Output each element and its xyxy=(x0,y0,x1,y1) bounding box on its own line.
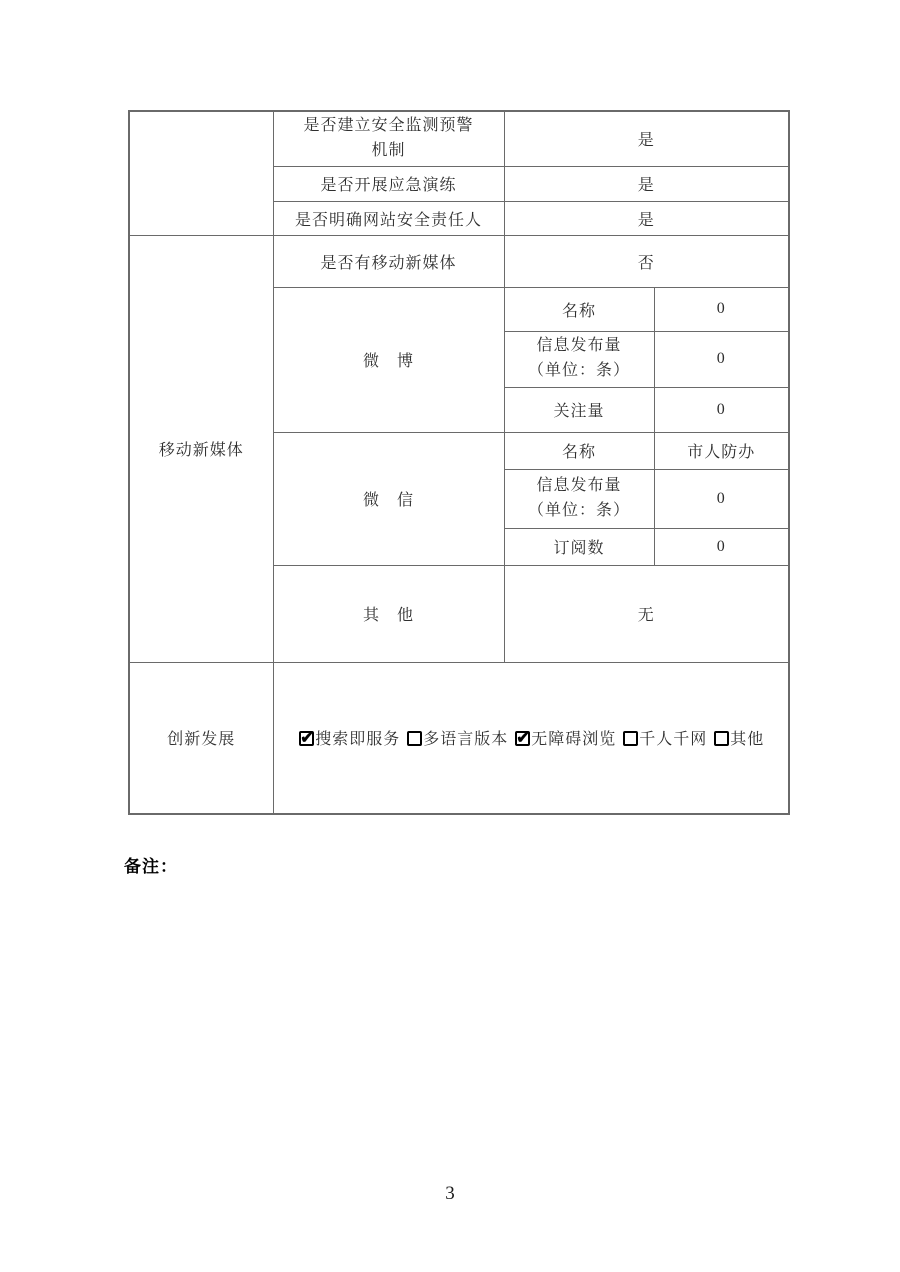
table-row xyxy=(129,235,789,287)
label-line: 信息发布量 xyxy=(536,476,622,494)
security-row-value: 是 xyxy=(504,111,789,166)
security-row-value: 是 xyxy=(504,166,789,201)
label-line: 是否建立安全监测预警 xyxy=(303,117,474,134)
innovation-option-label: 无障碍浏览 xyxy=(531,731,617,749)
has-mobile-label: 是否有移动新媒体 xyxy=(273,235,504,287)
wechat-section-label: 微 信 xyxy=(273,432,504,565)
table-row xyxy=(129,662,789,814)
innovation-option xyxy=(621,731,712,748)
innovation-option-label: 搜索即服务 xyxy=(315,731,401,749)
innovation-option xyxy=(405,731,513,748)
weibo-section-label: 微 博 xyxy=(273,287,504,432)
security-row-label: 是否明确网站安全责任人 xyxy=(273,201,504,235)
innovation-option xyxy=(712,731,764,748)
innovation-options-cell xyxy=(273,662,789,814)
weibo-row-label: 名称 xyxy=(504,287,654,331)
weibo-row-value: 0 xyxy=(654,387,789,432)
wechat-row-label: 名称 xyxy=(504,432,654,469)
remarks-label: 备注： xyxy=(124,857,178,876)
weibo-row-label xyxy=(504,331,654,387)
other-media-label: 其 他 xyxy=(273,565,504,662)
wechat-row-value: 0 xyxy=(654,469,789,528)
innovation-option-label: 其他 xyxy=(730,731,765,749)
checkbox-icon[interactable] xyxy=(714,731,729,746)
innovation-option-label: 千人千网 xyxy=(639,731,708,749)
innovation-option-label: 多语言版本 xyxy=(423,731,509,749)
section-cell-mobile-media: 移动新媒体 xyxy=(129,235,273,662)
section-cell-innovation: 创新发展 xyxy=(129,662,273,814)
wechat-row-value: 0 xyxy=(654,528,789,565)
weibo-row-label: 关注量 xyxy=(504,387,654,432)
checkbox-icon[interactable] xyxy=(623,731,638,746)
label-line: （单位：条） xyxy=(527,501,630,519)
annual-report-table xyxy=(128,110,790,815)
checkbox-icon[interactable] xyxy=(299,731,314,746)
label-line: 机制 xyxy=(371,141,406,159)
table-row xyxy=(129,111,789,166)
security-row-label: 是否开展应急演练 xyxy=(273,166,504,201)
checkbox-icon[interactable] xyxy=(407,731,422,746)
innovation-option xyxy=(297,731,405,748)
weibo-row-value: 0 xyxy=(654,331,789,387)
security-row-label xyxy=(273,111,504,166)
section-cell-empty xyxy=(129,111,273,235)
weibo-row-value: 0 xyxy=(654,287,789,331)
wechat-row-value: 市人防办 xyxy=(654,432,789,469)
wechat-row-label xyxy=(504,469,654,528)
other-media-value: 无 xyxy=(504,565,789,662)
security-row-value: 是 xyxy=(504,201,789,235)
checkbox-icon[interactable] xyxy=(515,731,530,746)
innovation-option xyxy=(513,731,621,748)
page-number: 3 xyxy=(445,1183,455,1204)
label-line: （单位：条） xyxy=(527,362,630,380)
wechat-row-label: 订阅数 xyxy=(504,528,654,565)
has-mobile-value: 否 xyxy=(504,235,789,287)
label-line: 信息发布量 xyxy=(536,337,622,355)
